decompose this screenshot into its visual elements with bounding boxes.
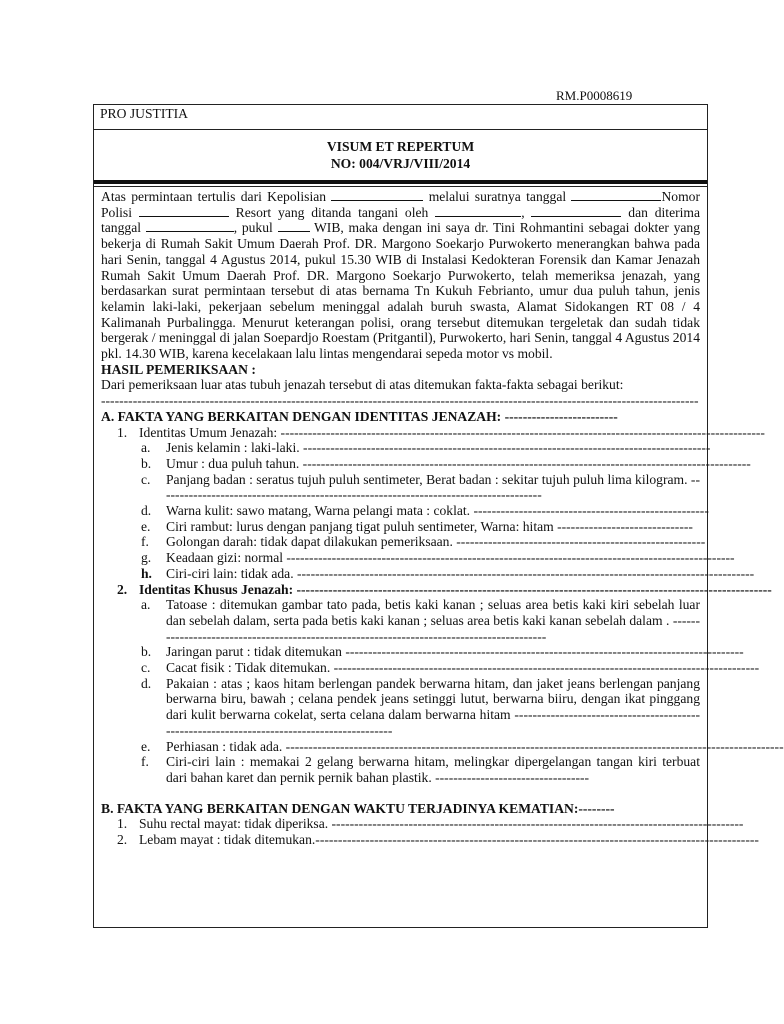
record-number: RM.P0008619 [556,88,633,103]
item-number: 1. [117,816,128,832]
spacer [101,786,700,801]
item-text: Ciri rambut: lurus dengan panjang tigat puluh sentimeter, Warna: hitam ------------------------------ [166,518,693,534]
list-item [101,816,744,832]
list-item [101,550,735,566]
list-item [101,503,709,519]
item-text: Cacat fisik : Tidak ditemukan. ---------------------------------------------------------------------------------------------- [166,660,760,676]
list-item [101,644,744,660]
list-item [101,660,760,676]
intro-paragraph [101,189,700,362]
document-title-block [94,138,707,172]
item-number: d. [141,675,152,691]
item-text: Identitas Umum Jenazah: ----------------------------------------------------------------------------------------------------------- [139,424,765,440]
item-text: Lebam mayat : tidak ditemukan.-------------------------------------------------------------------------------------------------- [139,832,759,848]
section-b-heading: B. FAKTA YANG BERKAITAN DENGAN WAKTU TERJADINYA KEMATIAN:-------- [101,800,615,816]
item-number: 2. [117,832,128,848]
item-number: a. [141,597,151,613]
item-number: b. [141,644,152,660]
item-text: Ciri-ciri lain : memakai 2 gelang berwarna hitam, melingkar dipergelangan tangan kiri terbuat dari bahan karet dan pernik pernik bahan plastik. ---------------------------------- [166,754,700,785]
item-text: Perhiasan : tidak ada. -------------------------------------------------------------------------------------------------------------- [166,738,784,754]
divider [94,186,707,187]
document-title: VISUM ET REPERTUM [326,139,475,154]
item-text: Keadaan gizi: normal --------------------------------------------------------------------------------------------------- [166,550,735,566]
intro-text: dan diterima tanggal [101,204,701,236]
intro-text: , pukul [233,220,273,236]
list-item [101,754,700,785]
item-text: Jaringan parut : tidak ditemukan ---------------------------------------------------------------------------------------- [166,644,744,660]
list-item [101,676,700,739]
intro-text: melalui suratnya tanggal [428,189,567,204]
item-text: Warna kulit: sawo matang, Warna pelangi mata : coklat. ---------------------------------------------------- [166,503,709,519]
separator-line: ------------------------------------------------------------------------------------------------------------------------------------ [101,393,699,409]
item-number: e. [141,738,151,754]
item-number: d. [141,503,152,519]
item-text: Ciri-ciri lain: tidak ada. ----------------------------------------------------------------------------------------------------- [166,565,755,581]
intro-text: Resort yang ditanda tangani oleh [235,204,429,220]
hasil-lead: Dari pemeriksaan luar atas tubuh jenazah tersebut di atas ditemukan fakta-fakta sebagai berikut: [101,377,624,393]
item-number: 1. [117,424,128,440]
document-body [101,189,784,848]
list-item [101,424,765,441]
document-frame [93,104,784,928]
item-number: c. [141,660,151,676]
list-item [101,581,772,598]
list-item [101,455,751,472]
item-text: Suhu rectal mayat: tidak diperiksa. ------------------------------------------------------------------------------------------- [139,816,744,832]
item-text: Tatoase : ditemukan gambar tato pada, betis kaki kanan ; seluas area betis kaki kiri sebelah luar dan sebelah dalam, serta pada betis kaki kanan ; seluas area betis kaki kanan sebelah dalam . ------------------------------------------------------------------------------------------ [166,597,700,644]
list-item [101,472,700,503]
item-text: Umur : dua puluh tahun. --------------------------------------------------------------------------------------------------- [166,455,751,471]
item-text: Pakaian : atas ; kaos hitam berlengan pandek berwarna hitam, dan jaket jeans berlengan panjang berwarna biru, bawah ; celana pendek jeans setinggi lutut, berwarna biiru, dengan ikat pinggang dari kulit berwarna cokelat, serta celana dalam berwarna hitam ------------------------------------------------------------------------------------------- [166,675,700,738]
item-text: Identitas Khusus Jenazah: --------------------------------------------------------------------------------------------------------- [139,581,772,597]
section-a-heading: A. FAKTA YANG BERKAITAN DENGAN IDENTITAS JENAZAH: ------------------------- [101,408,618,424]
item-text: Jenis kelamin : laki-laki. ------------------------------------------------------------------------------------------ [166,440,711,456]
item-number: b. [141,455,152,471]
list-item [101,565,755,582]
item-number: c. [141,471,151,487]
blank-line [435,205,521,217]
list-item [101,597,700,644]
intro-text: , [521,204,525,220]
intro-text: Atas permintaan tertulis dari Kepolisian [101,189,327,204]
hasil-heading: HASIL PEMERIKSAAN : [101,361,256,377]
item-number: f. [141,534,149,550]
blank-line [139,205,229,217]
list-item [101,440,711,456]
item-number: a. [141,440,151,456]
pro-justitia-label: PRO JUSTITIA [100,106,188,121]
item-text: Panjang badan : seratus tujuh puluh sentimeter, Berat badan : sekitar tujuh puluh lima kilogram. ------------------------------------------------------------------------------------- [166,471,700,503]
intro-text: WIB, maka dengan ini saya dr. Tini Rohmantini sebagai dokter yang bekerja di Rumah Sakit Umum Daerah Prof. DR. Margono Soekarjo Purwokerto menerangkan bahwa pada hari Senin, tanggal 4 Agustus 2014, pukul 15.30 WIB di Instalasi Kedokteran Forensik dan Kamar Jenazah Rumah Sakit Umum Daerah Prof. DR. Margono Soekarjo Purwokerto, telah memeriksa jenazah, yang berdasarkan surat permintaan tersebut di atas bernama Tn Kukuh Febrianto, umur dua puluh tahun, jenis kelamin laki-laki, pekerjaan sebelum meninggal adalah buruh swasta, Alamat Sidokangen RT 08 / 4 Kalimanah Purbalingga. Menurut keterangan polisi, orang tersebut ditemukan tergeletak dan sudah tidak bergerak / meninggal di jalan Soepardjo Roestam (Pritgantil), Purwokerto, hari Senin, tanggal 4 Agustus 2014 pkl. 14.30 WIB, karena kecelakaan lalu lintas mengendarai sepeda motor vs mobil. [101,220,701,362]
blank-line [331,189,423,201]
blank-line [146,220,234,232]
item-number: h. [141,565,152,581]
item-number: f. [141,754,149,770]
blank-line [531,205,621,217]
list-item [101,519,700,535]
item-number: 2. [117,581,128,597]
list-item [101,738,784,755]
list-item [101,832,759,848]
blank-line [571,189,661,201]
thick-divider [94,180,707,184]
document-number: NO: 004/VRJ/VIII/2014 [330,156,471,171]
blank-line [278,220,310,232]
item-number: g. [141,550,152,566]
item-number: e. [141,518,151,534]
item-text: Golongan darah: tidak dapat dilakukan pemeriksaan. ------------------------------------------------------- [166,534,706,550]
divider [94,129,707,130]
intro-text: Nomor Polisi [101,189,700,220]
list-item [101,534,706,550]
